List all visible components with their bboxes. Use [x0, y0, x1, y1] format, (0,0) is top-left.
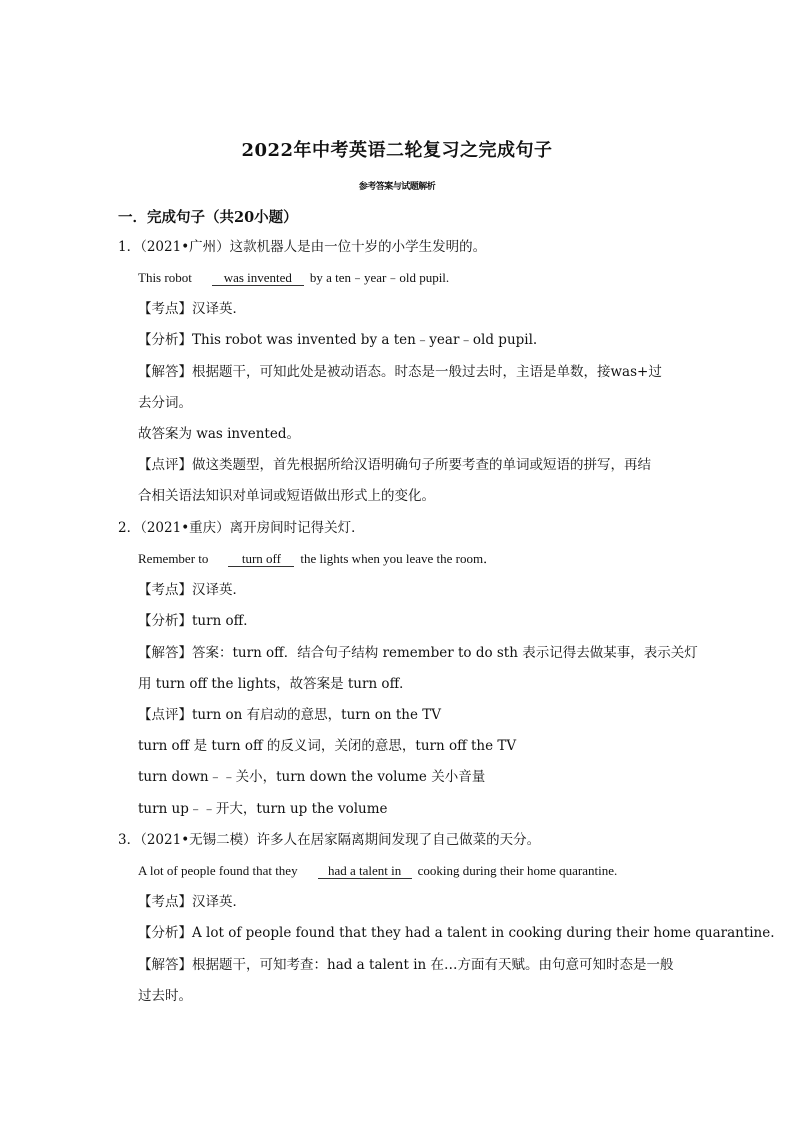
q1-sentence-before: This robot	[138, 270, 192, 285]
q1-dianping-line2: 合相关语法知识对单词或短语做出形式上的变化。	[138, 488, 435, 504]
q3-fenxi: 【分析】A lot of people found that they had a talent in cooking during their home quarantine.	[138, 925, 775, 941]
q1-jieda-line2: 去分词。	[138, 395, 192, 411]
q2-heading: 2．（2021•重庆）离开房间时记得关灯．	[118, 520, 365, 536]
section-heading: 一．完成句子（共20小题）	[118, 209, 298, 226]
q2-note-line2: turn down﹣﹣关小，turn down the volume 关小音量	[138, 769, 486, 785]
q1-sentence-after: by a ten﹣year﹣old pupil.	[309, 270, 450, 285]
q1-fenxi: 【分析】This robot was invented by a ten﹣year﹣old pupil.	[138, 332, 538, 348]
q3-jieda-line2: 过去时。	[138, 988, 192, 1004]
q3-sentence	[138, 862, 617, 880]
q3-heading: 3．（2021•无锡二模）许多人在居家隔离期间发现了自己做菜的天分。	[118, 832, 541, 848]
q1-dianping-line1: 【点评】做这类题型，首先根据所给汉语明确句子所要考查的单词或短语的拼写，再结	[138, 457, 651, 473]
q2-sentence	[138, 550, 496, 568]
q3-answer-blank: had a talent in	[318, 863, 412, 879]
q2-kaodian: 【考点】汉译英．	[138, 582, 246, 598]
page-title: 2022年中考英语二轮复习之完成句子	[241, 140, 553, 161]
q2-answer-blank: turn off	[228, 551, 294, 567]
q2-fenxi: 【分析】turn off．	[138, 613, 257, 629]
q3-sentence-before: A lot of people found that they	[138, 863, 298, 878]
q2-dianping-line1: 【点评】turn on 有启动的意思，turn on the TV	[138, 707, 441, 723]
q3-sentence-after: cooking during their home quarantine.	[417, 863, 618, 878]
q1-answer: 故答案为 was invented。	[138, 426, 300, 442]
q2-jieda-line1: 【解答】答案：turn off．结合句子结构 remember to do sth 表示记得去做某事，表示关灯	[138, 645, 698, 661]
q2-note-line3: turn up﹣﹣开大，turn up the volume	[138, 801, 388, 817]
q2-note-line1: turn off 是 turn off 的反义词，关闭的意思，turn off the TV	[138, 738, 517, 754]
q1-heading: 1．（2021•广州）这款机器人是由一位十岁的小学生发明的。	[118, 239, 487, 255]
q3-kaodian: 【考点】汉译英．	[138, 894, 246, 910]
q1-answer-blank: was invented	[212, 270, 304, 286]
q2-sentence-after: the lights when you leave the room．	[300, 551, 497, 566]
q1-kaodian: 【考点】汉译英．	[138, 301, 246, 317]
q2-jieda-line2: 用 turn off the lights，故答案是 turn off．	[138, 676, 413, 692]
q3-jieda-line1: 【解答】根据题干，可知考查：had a talent in 在…方面有天赋。由句意可知时态是一般	[138, 957, 674, 973]
q1-sentence	[138, 269, 449, 287]
page-subtitle: 参考答案与试题解析	[358, 182, 436, 192]
q2-sentence-before: Remember to	[138, 551, 209, 566]
q1-jieda-line1: 【解答】根据题干，可知此处是被动语态。时态是一般过去时，主语是单数，接was+过	[138, 364, 662, 380]
